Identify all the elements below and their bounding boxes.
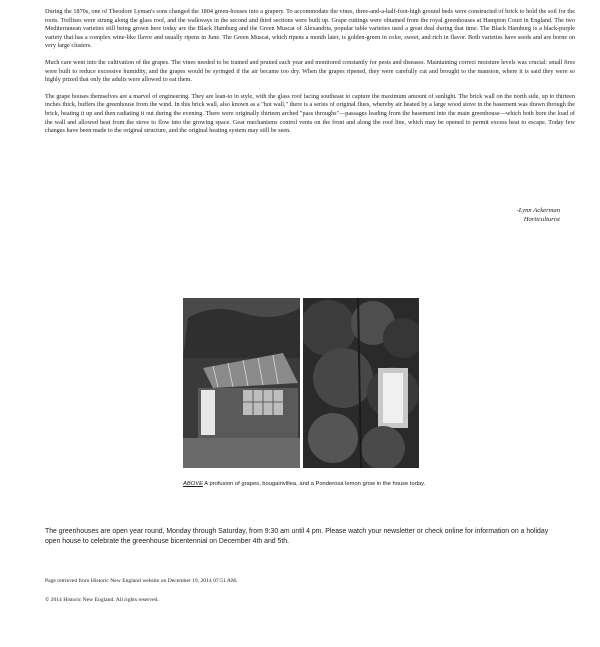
article-body [45,8,575,144]
article-paragraph: Much care went into the cultivation of the grapes. The vines needed to be trained and pruned each year and monitored constantly for pests and diseases. Maintaining correct moisture levels was crucial: small fires were built to reduce excessive humidity, and the grapes would be syringed if the air became too dry. When the grapes ripened, they were carefully cut and brought to the mansion, where it is said they were so highly prized that only the adults were allowed to eat them. [45,58,575,84]
article-paragraph: During the 1870s, one of Theodore Lyman's sons changed the 1804 green-houses into a grapery. To accommodate the vines, three-and-a-half-foot-high ground beds were constructed of brick to hold the soil for the roots. Trellises were strung along the glass roof, and the walkways in the second and third sections were built up. Grape cuttings were obtained from the royal greenhouses at Hampton Court in England. The two Mediterranean varieties still being grown here today are the Black Hamburg and the Green Muscat of Alexandria, popular table varieties used a great deal during that time. The Black Hamburg is a black-purple variety that has a complex wine-like flavor and usually ripens in June. The Green Muscat, which ripens a month later, is golden-green in color, sweet, and rich in flavor. Both varieties have seeds and are borne on very large clusters. [45,8,575,50]
greenhouse-exterior-photo [183,298,300,468]
copyright-note: © 2014 Historic New England. All rights reserved. [45,597,159,603]
author-signature [517,206,560,224]
author-title: Horticulturist [523,216,560,223]
caption-lead: ABOVE [183,481,203,487]
caption-text: A profusion of grapes, bougainvillea, and a Ponderosa lemon grow in the house today. [204,481,426,487]
photo-pair [183,298,419,468]
retrieved-note: Page retrieved from Historic New England website on December 19, 2014 07:51 AM. [45,578,238,584]
author-name: -Lynn Ackerman [516,207,560,214]
article-paragraph: The grape houses themselves are a marvel of engineering. They are lean-to in style, with the glass roof facing southeast to capture the maximum amount of sunlight. The brick wall on the north side, up to thirteen inches thick, buffers the greenhouse from the wind. In this brick wall, also known as a "hot wall," there is a series of original flues, whereby air heated by a large wood stove in the basement was drawn through the brick, heating it up and then radiating it out during the evening. There were originally thirteen arched "pass throughs"—passages leading from the basement into the main greenhouse—which both bore the load of the wall and allowed heat from the stove to flow into the growing space. Gear mechanisms control vents on the front and along the roof line, which may be opened to permit excess heat to escape. Today few changes have been made to the original structure, and the original heating system may still be seen. [45,92,575,135]
visiting-notice: The greenhouses are open year round, Monday through Saturday, from 9:30 am until 4 pm. Please watch your newsletter or check online for information on a holiday open house to celebrate the greenhouse bicentennial on December 4th and 5th. [45,528,549,545]
photo-caption [183,480,433,488]
greenhouse-garden-photo [303,298,419,468]
